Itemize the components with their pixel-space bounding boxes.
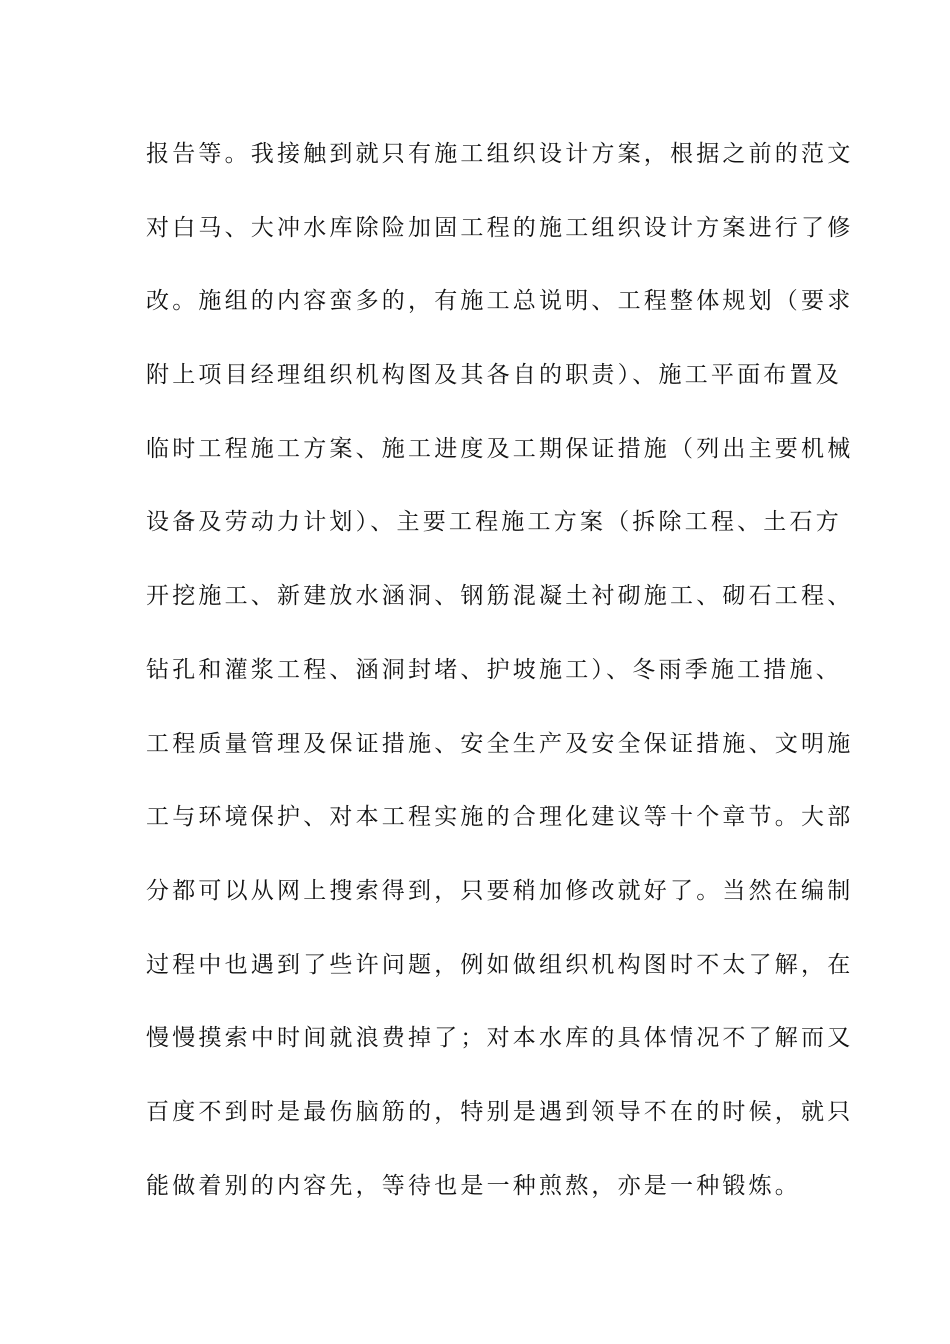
text-line-8: 钻孔和灌浆工程、涵洞封堵、护坡施工）、冬雨季施工措施、 — [146, 656, 842, 683]
text-line-1: 报告等。我接触到就只有施工组织设计方案，根据之前的范文 — [146, 141, 854, 167]
text-line-11: 分都可以从网上搜索得到，只要稍加修改就好了。当然在编制 — [146, 877, 854, 904]
text-line-6: 设备及劳动力计划）、主要工程施工方案（拆除工程、土石方 — [146, 509, 842, 536]
body-text — [146, 131, 854, 1236]
text-line-2: 对白马、大冲水库除险加固工程的施工组织设计方案进行了修 — [146, 214, 854, 241]
text-line-7: 开挖施工、新建放水涵洞、钢筋混凝土衬砌施工、砌石工程、 — [146, 583, 854, 610]
text-line-14: 百度不到时是最伤脑筋的，特别是遇到领导不在的时候，就只 — [146, 1098, 854, 1125]
text-line-4: 附上项目经理组织机构图及其各自的职责）、施工平面布置及 — [146, 362, 842, 389]
text-line-12: 过程中也遇到了些许问题，例如做组织机构图时不太了解，在 — [146, 951, 854, 978]
text-line-10: 工与环境保护、对本工程实施的合理化建议等十个章节。大部 — [146, 804, 854, 831]
text-line-9: 工程质量管理及保证措施、安全生产及安全保证措施、文明施 — [146, 730, 854, 757]
text-line-5: 临时工程施工方案、施工进度及工期保证措施（列出主要机械 — [146, 435, 854, 462]
text-line-3: 改。施组的内容蛮多的，有施工总说明、工程整体规划（要求 — [146, 288, 854, 315]
text-line-13: 慢慢摸索中时间就浪费掉了；对本水库的具体情况不了解而又 — [146, 1025, 854, 1052]
text-line-15: 能做着别的内容先，等待也是一种煎熬，亦是一种锻炼。 — [146, 1172, 801, 1199]
